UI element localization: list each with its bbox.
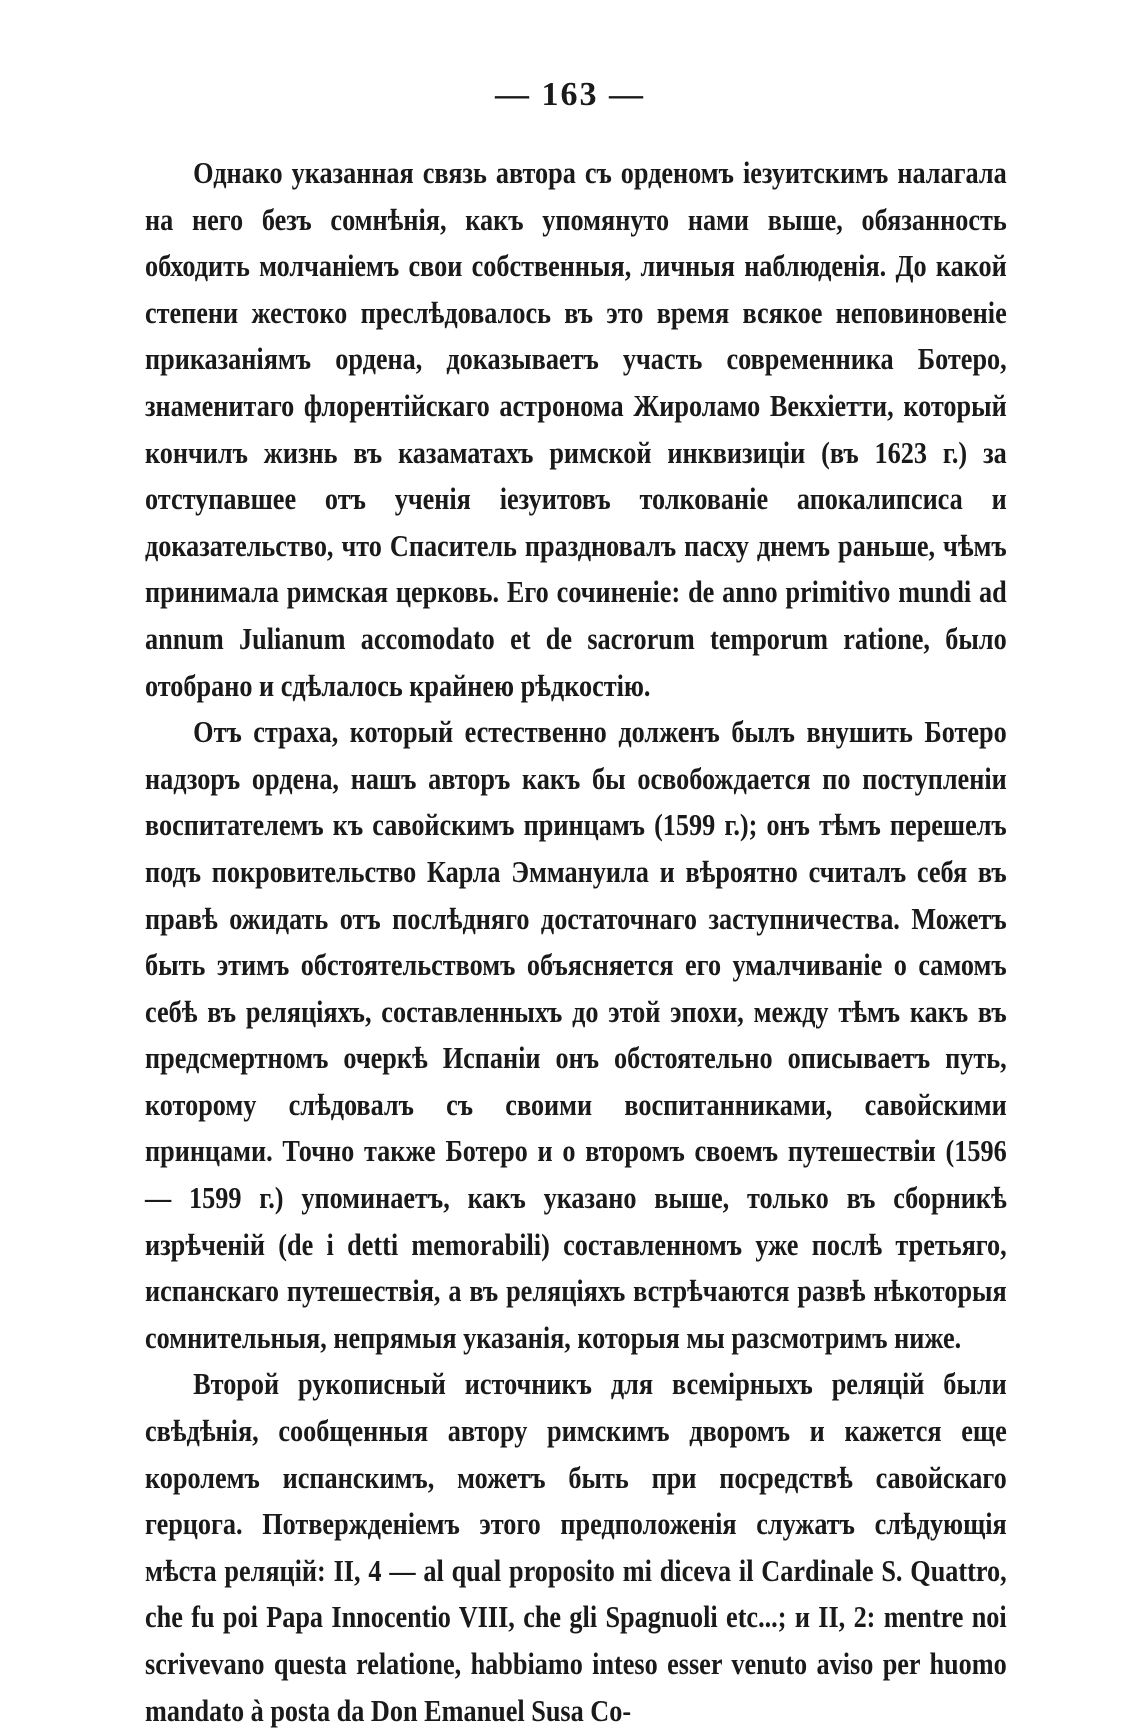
paragraph-1: Однако указанная связь автора съ орденомъ iезуитскимъ налагала на него безъ сомнѣнiя, какъ упомянуто нами выше, обязанность обходить молчанiемъ свои собственныя, личныя наблюденiя. До какой степени жестоко преслѣдовалось въ это время всякое неповиновенiе приказанiямъ ордена, доказываетъ участь современника Ботеро, знаменитаго флорентiйскаго астронома Жироламо Векхiетти, который кончилъ жизнь въ казаматахъ римской инквизицiи (въ 1623 г.) за отступавшее отъ ученiя iезуитовъ толкованiе апокалипсиса и доказательство, что Спаситель праздновалъ пасху днемъ раньше, чѣмъ принимала римская церковь. Его сочиненiе: de anno primitivo mundi ad annum Julianum accomodato et de sacrorum temporum ratione, было отобрано и сдѣлалось крайнею рѣдкостiю. [145,156,1007,703]
paragraph-3: Второй рукописный источникъ для всемiрныхъ реляцiй были свѣдѣнiя, сообщенныя автору римскимъ дворомъ и кажется еще королемъ испанскимъ, можетъ быть при посредствѣ савойскаго герцога. Потвержденiемъ этого предположенiя служатъ слѣдующiя мѣста реляцiй: II, 4 — al qual proposito mi diceva il Cardinale S. Quattro, che fu poi Papa Innocentio VIII, che gli Spagnuoli etc...; и II, 2: mentre noi scrivevano questa relatione, habbiamo inteso esser venuto aviso per huomo mandato à posta da Don Emanuel Susa Co- [145,1367,1007,1728]
paragraph-2: Отъ страха, который естественно долженъ былъ внушить Ботеро надзоръ ордена, нашъ авторъ какъ бы освобождается по поступленiи воспитателемъ къ савойскимъ принцамъ (1599 г.); онъ тѣмъ перешелъ подъ покровительство Карла Эммануила и вѣроятно считалъ себя въ правѣ ожидать отъ послѣдняго достаточнаго заступничества. Можетъ быть этимъ обстоятельствомъ объясняется его умалчиванiе о самомъ себѣ въ реляцiяхъ, составленныхъ до этой эпохи, между тѣмъ какъ въ предсмертномъ очеркѣ Испанiи онъ обстоятельно описываетъ путь, которому слѣдовалъ съ своими воспитанниками, савойскими принцами. Точно также Ботеро и о второмъ своемъ путешествiи (1596 — 1599 г.) упоминаетъ, какъ указано выше, только въ сборникѣ изрѣченiй (de i detti memorabili) составленномъ уже послѣ третьяго, испанскаго путешествiя, а въ реляцiяхъ встрѣчаются развѣ нѣкоторыя сомнительныя, непрямыя указанiя, которыя мы разсмотримъ ниже. [145,715,1007,1355]
body-text [145,150,1007,1734]
page-number: — 163 — [495,76,645,113]
